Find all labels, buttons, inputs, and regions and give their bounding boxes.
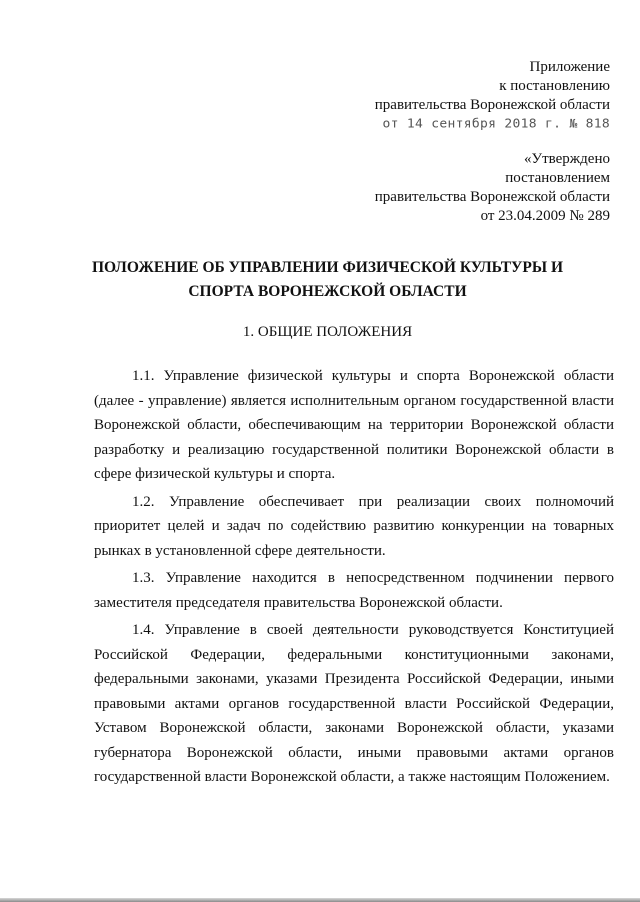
paragraph-1-3: 1.3. Управление находится в непосредственном подчинении первого заместителя председателя правительства Воронежской области. (94, 570, 614, 611)
approval-line: «Утверждено (523, 151, 610, 167)
appendix-date-number-stamp: от 14 сентября 2018 г. № 818 (382, 117, 610, 132)
document-title-line: ПОЛОЖЕНИЕ ОБ УПРАВЛЕНИИ ФИЗИЧЕСКОЙ КУЛЬТУРЫ И (91, 259, 564, 276)
document-title (40, 256, 615, 304)
document-title-line: СПОРТА ВОРОНЕЖСКОЙ ОБЛАСТИ (188, 283, 467, 300)
paragraph-1-1: 1.1. Управление физической культуры и спорта Воронежской области (далее - управление) является исполнительным органом государственной власти Воронежской области, обеспечивающим на территории Воронежской области разработку и реализацию государственной политики Воронежской области в сфере физической культуры и спорта. (94, 368, 614, 482)
approval-header (375, 150, 610, 226)
appendix-line: Приложение (529, 59, 610, 75)
paragraph-1-4: 1.4. Управление в своей деятельности руководствуется Конституцией Российской Федерации, федеральными конституционными законами, федеральными законами, указами Президента Российской Федерации, иными правовыми актами органов государственной власти Российской Федерации, Уставом Воронежской области, законами Воронежской области, указами губернатора Воронежской области, иными правовыми актами органов государственной власти Воронежской области, а также настоящим Положением. (94, 622, 614, 785)
paragraph-1-2: 1.2. Управление обеспечивает при реализации своих полномочий приоритет целей и задач по содействию развитию конкуренции на товарных рынках в установленной сфере деятельности. (94, 493, 614, 559)
appendix-line: правительства Воронежской области (374, 97, 610, 113)
approval-line: постановлением (505, 170, 610, 186)
section-heading: 1. ОБЩИЕ ПОЛОЖЕНИЯ (242, 324, 413, 340)
approval-line: от 23.04.2009 № 289 (480, 208, 610, 224)
appendix-line: к постановлению (499, 78, 610, 94)
page-bottom-edge (0, 898, 640, 902)
appendix-header (375, 58, 610, 134)
approval-line: правительства Воронежской области (374, 189, 610, 205)
section-body (94, 364, 614, 793)
